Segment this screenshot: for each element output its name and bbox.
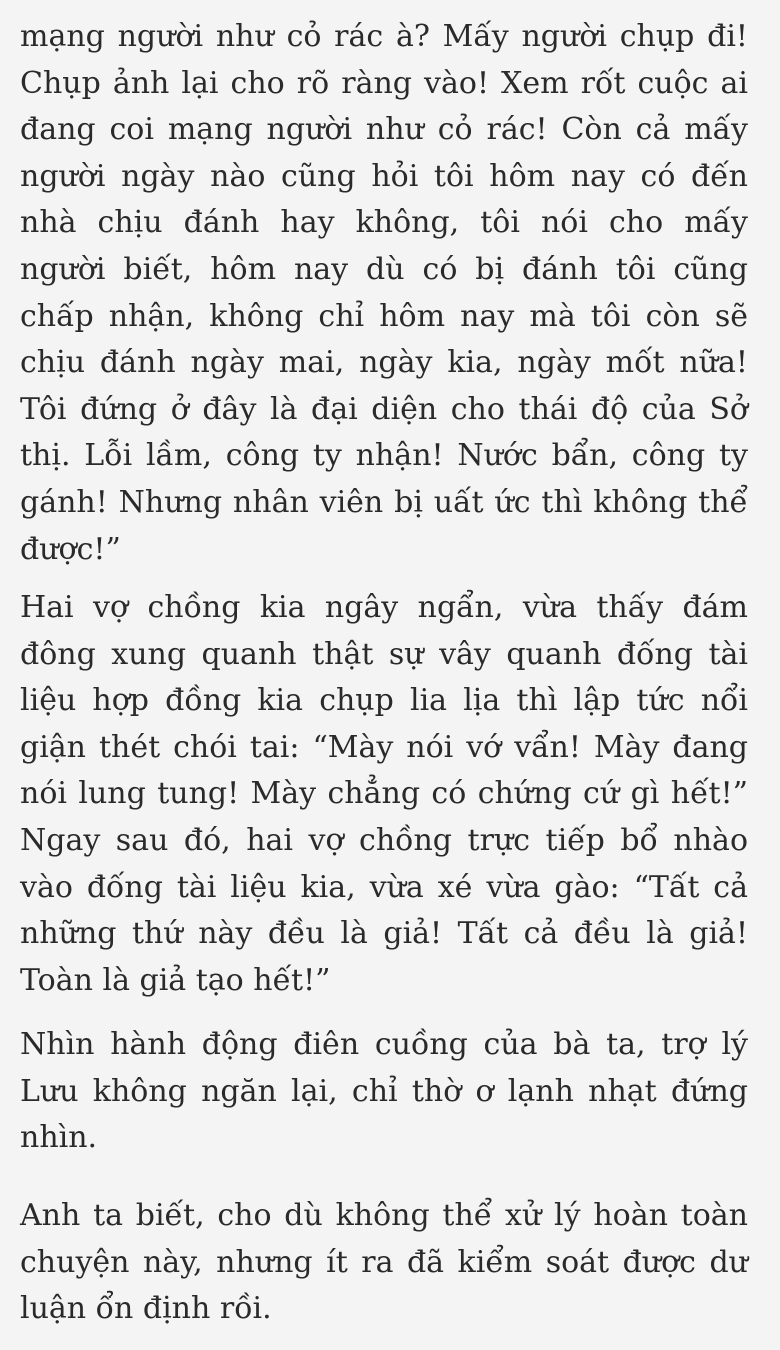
text-line: đang coi mạng người như cỏ rác! Còn cả mấy xyxy=(20,112,748,148)
paragraph-1 xyxy=(20,14,748,573)
text-line: đông xung quanh thật sự vây quanh đống tài xyxy=(20,636,748,672)
text-line: chịu đánh ngày mai, ngày kia, ngày mốt nữa! xyxy=(20,345,748,381)
text-line: nhìn. xyxy=(20,1120,98,1156)
text-line: Chụp ảnh lại cho rõ ràng vào! Xem rốt cuộc ai xyxy=(20,65,748,101)
text-line: mạng người như cỏ rác à? Mấy người chụp đi! xyxy=(20,19,748,54)
text-line: Tôi đứng ở đây là đại diện cho thái độ của Sở xyxy=(20,391,748,427)
text-line: giận thét chói tai: “Mày nói vớ vẩn! Mày đang xyxy=(20,729,748,765)
text-line: người biết, hôm nay dù có bị đánh tôi cũng xyxy=(20,251,748,287)
text-line: những thứ này đều là giả! Tất cả đều là giả! xyxy=(20,916,748,952)
paragraph-3 xyxy=(20,1022,748,1162)
text-line: Nhìn hành động điên cuồng của bà ta, trợ lý xyxy=(20,1027,748,1062)
text-line: Anh ta biết, cho dù không thể xử lý hoàn toàn xyxy=(20,1198,748,1233)
text-line: gánh! Nhưng nhân viên bị uất ức thì không thể xyxy=(20,484,748,520)
text-line: liệu hợp đồng kia chụp lia lịa thì lập tức nổi xyxy=(20,683,748,719)
paragraph-2 xyxy=(20,585,748,1004)
text-line: luận ổn định rồi. xyxy=(20,1291,272,1327)
text-line: nhà chịu đánh hay không, tôi nói cho mấy xyxy=(20,205,748,241)
paragraph-4 xyxy=(20,1193,748,1333)
text-line: Ngay sau đó, hai vợ chồng trực tiếp bổ nhào xyxy=(20,822,748,858)
text-line: Lưu không ngăn lại, chỉ thờ ơ lạnh nhạt đứng xyxy=(20,1073,748,1109)
text-line: thị. Lỗi lầm, công ty nhận! Nước bẩn, công ty xyxy=(20,438,748,474)
text-line: người ngày nào cũng hỏi tôi hôm nay có đến xyxy=(20,158,748,194)
text-line: Toàn là giả tạo hết!” xyxy=(20,962,331,998)
text-line: nói lung tung! Mày chẳng có chứng cứ gì hết!” xyxy=(20,776,748,812)
text-line: chuyện này, nhưng ít ra đã kiểm soát được dư xyxy=(20,1244,748,1280)
text-line: vào đống tài liệu kia, vừa xé vừa gào: “Tất cả xyxy=(20,869,748,905)
text-line: chấp nhận, không chỉ hôm nay mà tôi còn sẽ xyxy=(20,298,748,334)
text-line: Hai vợ chồng kia ngây ngẩn, vừa thấy đám xyxy=(20,590,748,625)
text-line: được!” xyxy=(20,531,121,567)
